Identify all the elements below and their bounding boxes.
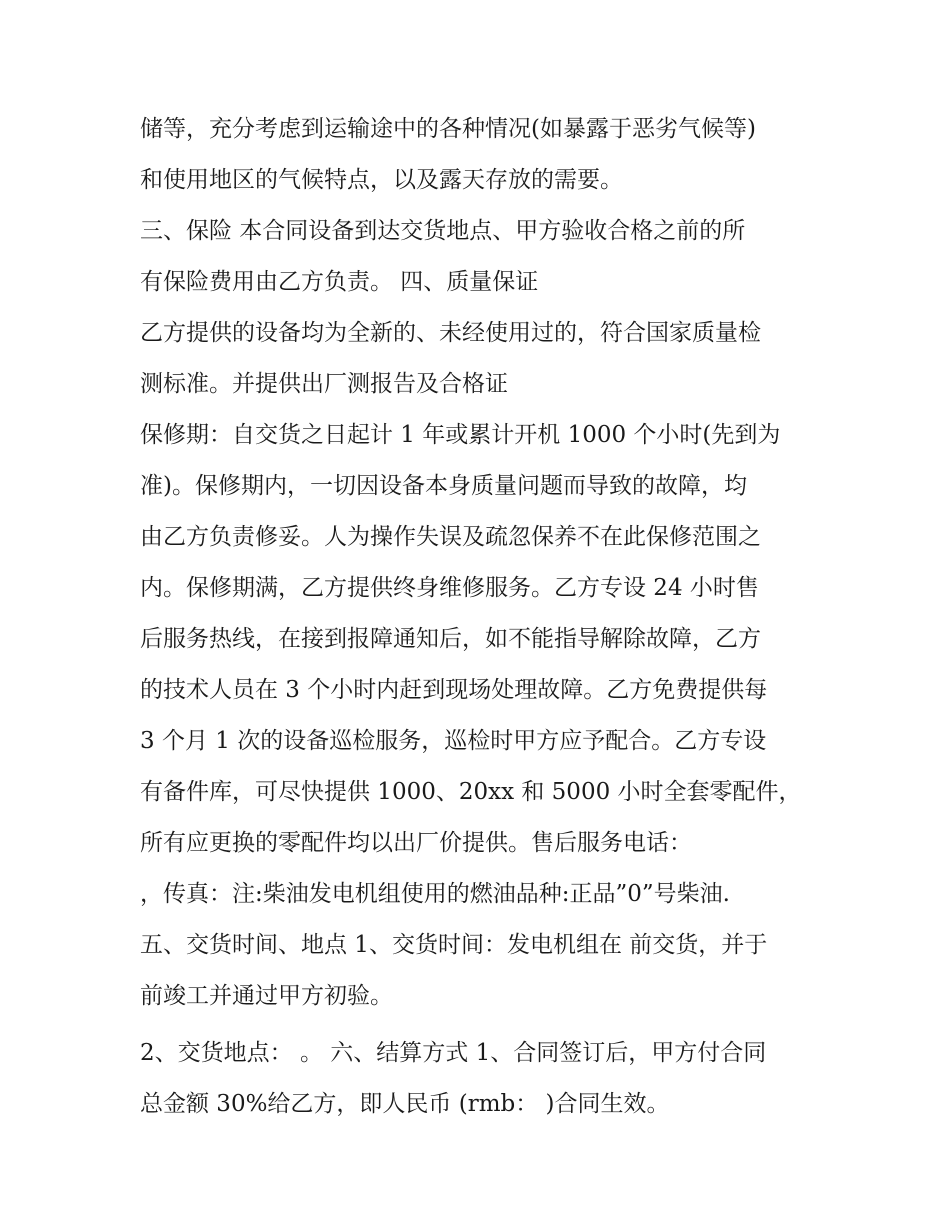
- text-line: 测标准。并提供出厂测报告及合格证: [140, 371, 508, 397]
- text-line: 后服务热线，在接到报障通知后，如不能指导解除故障，乙方: [140, 626, 761, 652]
- text-line: 的技术人员在 3 个小时内赶到现场处理故障。乙方免费提供每: [140, 677, 768, 703]
- text-line: 三、保险 本合同设备到达交货地点、甲方验收合格之前的所: [140, 218, 746, 244]
- text-line: 保修期：自交货之日起计 1 年或累计开机 1000 个小时(先到为: [140, 422, 781, 448]
- text-line: 所有应更换的零配件均以出厂价提供。售后服务电话：: [140, 830, 692, 856]
- text-line: 由乙方负责修妥。人为操作失误及疏忽保养不在此保修范围之: [140, 524, 761, 550]
- text-line: 准)。保修期内，一切因设备本身质量问题而导致的故障，均: [140, 473, 747, 499]
- text-line: ，传真：注:柴油发电机组使用的燃油品种:正品”0”号柴油.: [140, 881, 730, 907]
- text-line: 前竣工并通过甲方初验。: [140, 983, 393, 1009]
- text-line: 总金额 30%给乙方，即人民币 (rmb： )合同生效。: [140, 1091, 670, 1117]
- text-line: 内。保修期满，乙方提供终身维修服务。乙方专设 24 小时售: [140, 575, 759, 601]
- contract-text: [140, 104, 830, 1130]
- text-line: 和使用地区的气候特点，以及露天存放的需要。: [140, 167, 623, 193]
- text-line: 五、交货时间、地点 1、交货时间：发电机组在 前交货，并于: [140, 932, 768, 958]
- text-line: 储等，充分考虑到运输途中的各种情况(如暴露于恶劣气候等): [140, 116, 756, 142]
- text-line: 有保险费用由乙方负责。 四、质量保证: [140, 269, 539, 295]
- text-line: 有备件库，可尽快提供 1000、20xx 和 5000 小时全套零配件，: [140, 779, 802, 805]
- text-line: 3 个月 1 次的设备巡检服务，巡检时甲方应予配合。乙方专设: [140, 728, 767, 754]
- text-line: 乙方提供的设备均为全新的、未经使用过的，符合国家质量检: [140, 320, 761, 346]
- text-line: 2、交货地点： 。 六、结算方式 1、合同签订后，甲方付合同: [140, 1040, 767, 1066]
